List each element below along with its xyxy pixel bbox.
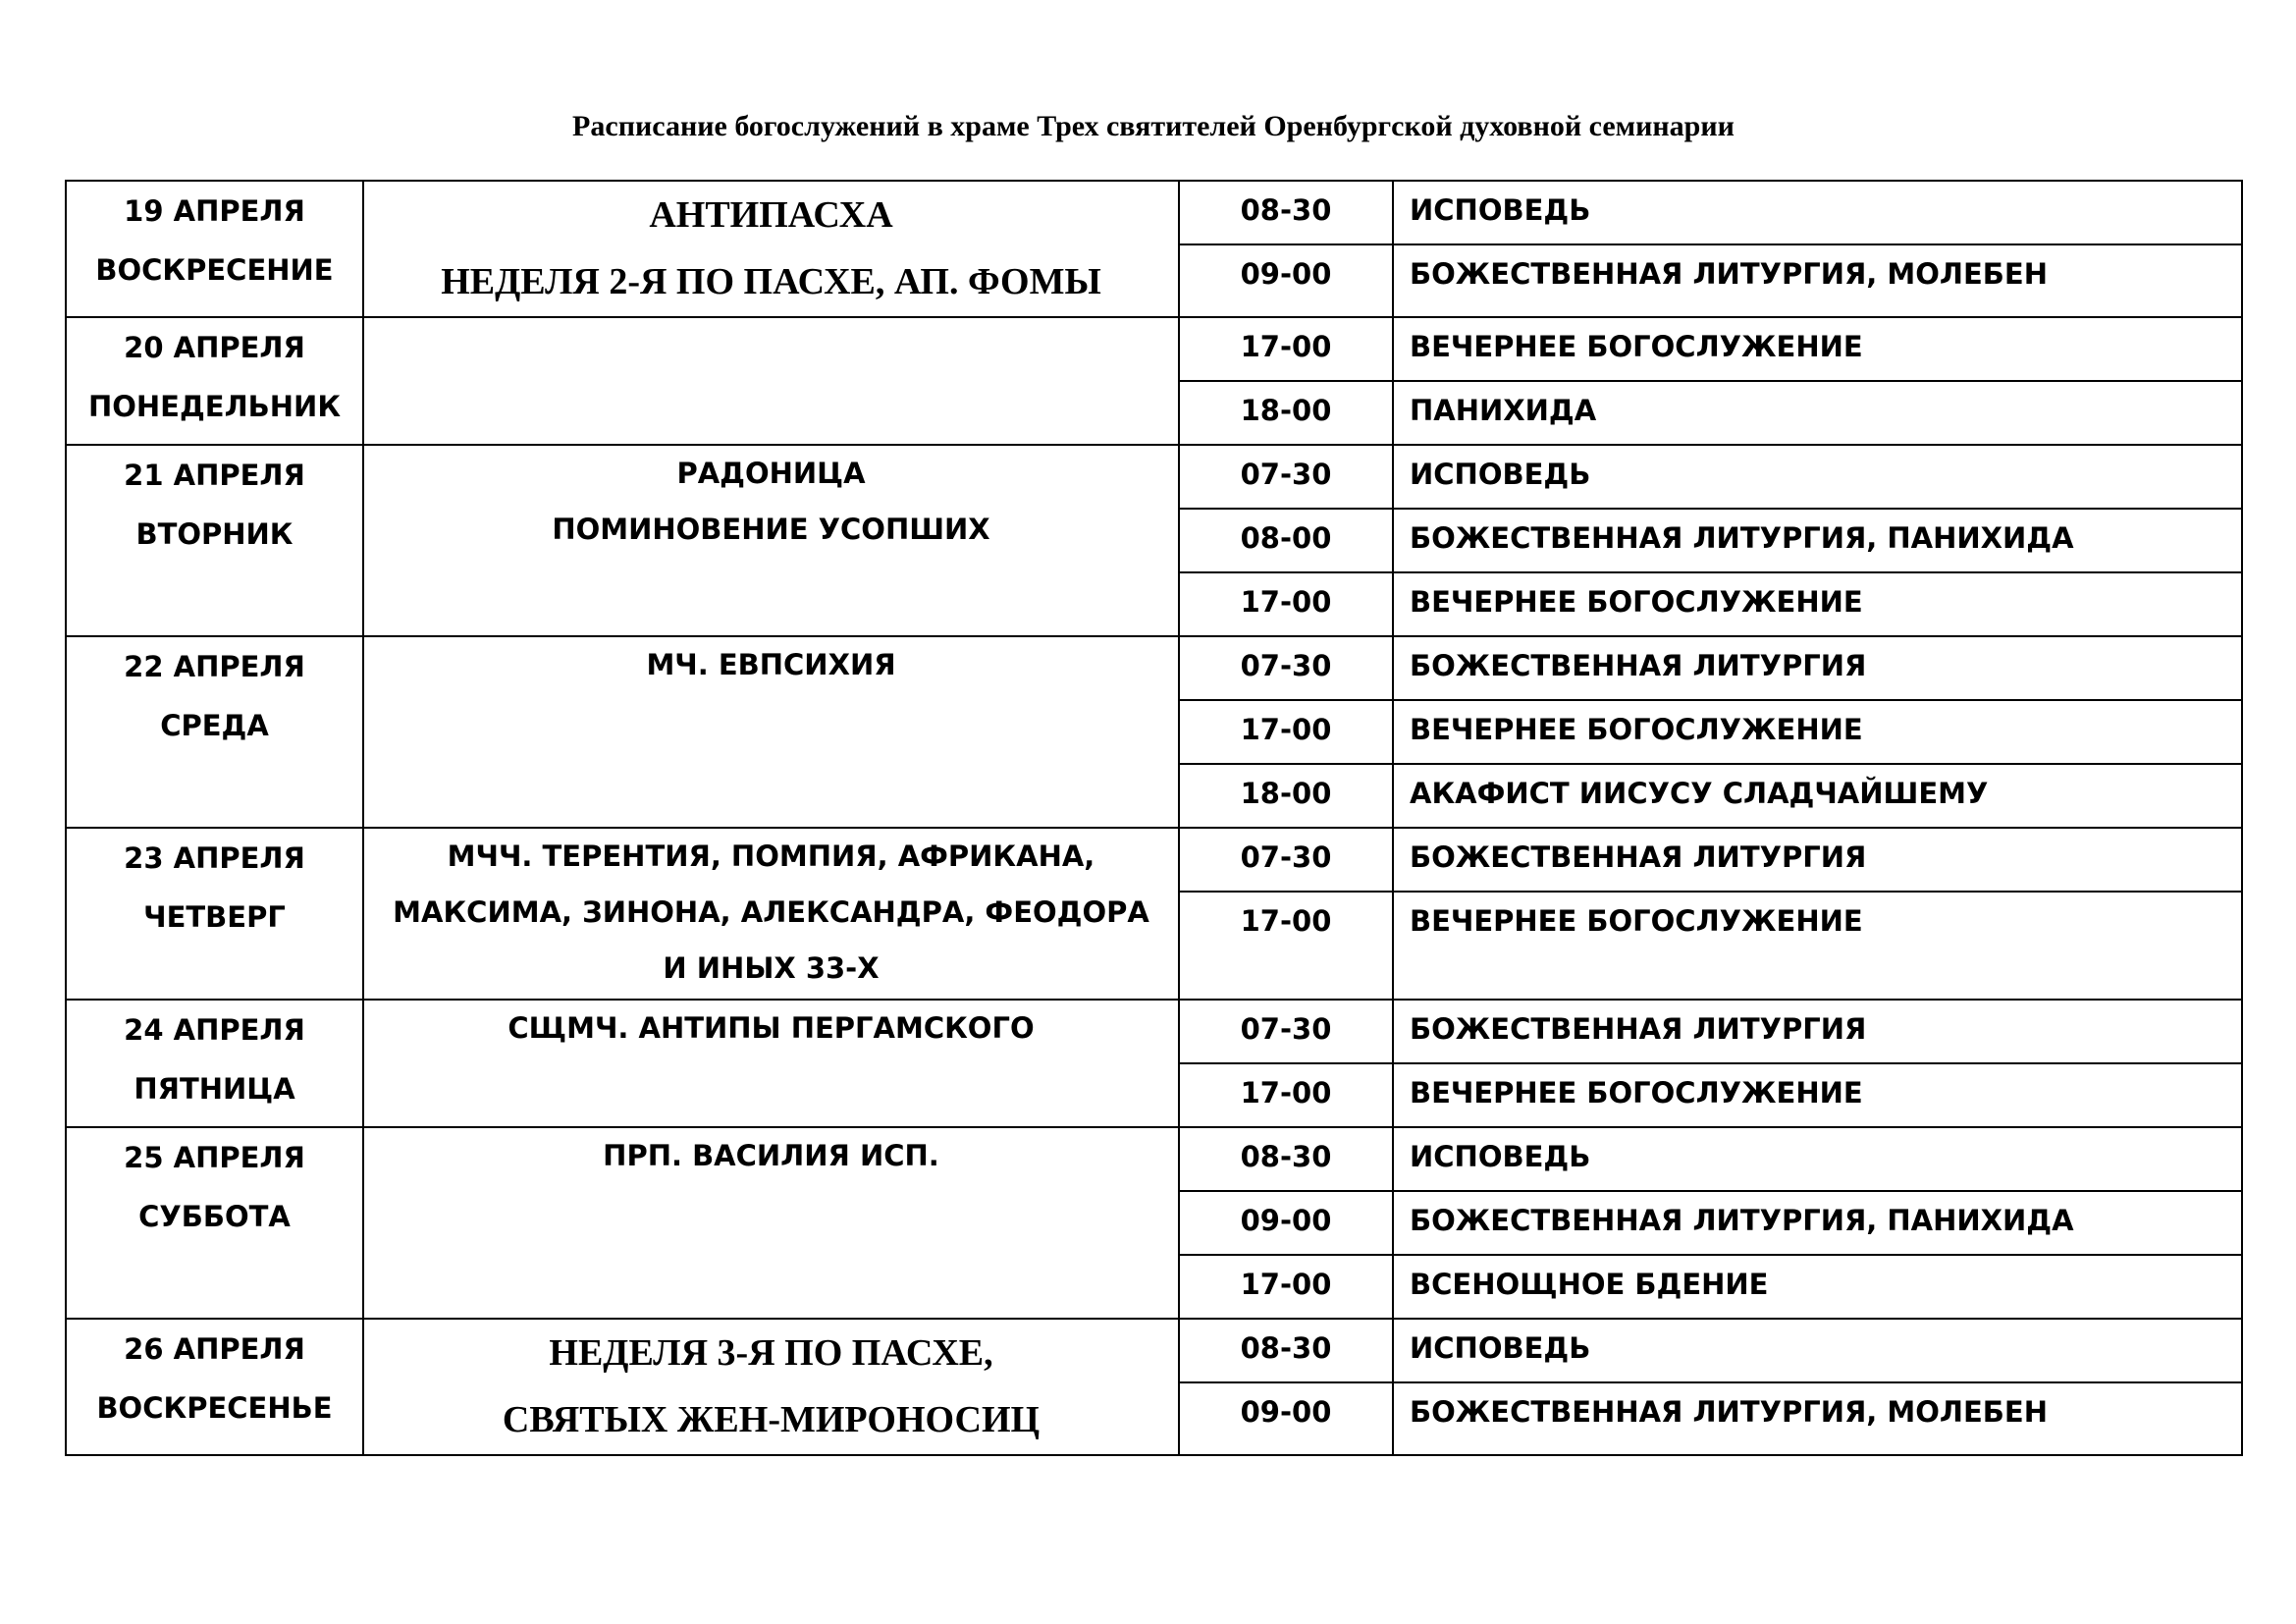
service-time: 17-00 (1179, 1255, 1393, 1319)
feast-line: СВЯТЫХ ЖЕН-МИРОНОСИЦ (502, 1399, 1041, 1440)
schedule-table (65, 180, 2243, 1456)
day-date-cell (66, 1127, 363, 1319)
day-date-cell (66, 181, 363, 317)
day-weekday: ВТОРНИК (135, 517, 294, 551)
service-time: 09-00 (1179, 1382, 1393, 1455)
day-date: 22 АПРЕЛЯ (124, 650, 305, 683)
schedule-row (66, 1319, 2242, 1382)
service-time: 08-30 (1179, 181, 1393, 244)
service-name: ИСПОВЕДЬ (1393, 1127, 2242, 1191)
service-time: 08-30 (1179, 1127, 1393, 1191)
service-name: ВЕЧЕРНЕЕ БОГОСЛУЖЕНИЕ (1393, 892, 2242, 1000)
service-name: ИСПОВЕДЬ (1393, 445, 2242, 509)
service-name: БОЖЕСТВЕННАЯ ЛИТУРГИЯ, ПАНИХИДА (1393, 1191, 2242, 1255)
day-date: 23 АПРЕЛЯ (124, 841, 305, 875)
feast-line: МЧ. ЕВПСИХИЯ (646, 648, 896, 681)
feast-line: СЩМЧ. АНТИПЫ ПЕРГАМСКОГО (507, 1011, 1035, 1045)
feast-line: МАКСИМА, ЗИНОНА, АЛЕКСАНДРА, ФЕОДОРА (393, 895, 1149, 929)
feast-line: ПРП. ВАСИЛИЯ ИСП. (603, 1139, 939, 1172)
service-name: БОЖЕСТВЕННАЯ ЛИТУРГИЯ (1393, 828, 2242, 892)
service-time: 17-00 (1179, 1063, 1393, 1127)
service-name: АКАФИСТ ИИСУСУ СЛАДЧАЙШЕМУ (1393, 764, 2242, 828)
schedule-row (66, 445, 2242, 509)
day-date-cell (66, 636, 363, 828)
day-date-cell (66, 445, 363, 636)
service-name: БОЖЕСТВЕННАЯ ЛИТУРГИЯ, ПАНИХИДА (1393, 509, 2242, 572)
service-time: 09-00 (1179, 1191, 1393, 1255)
service-time: 07-30 (1179, 1000, 1393, 1063)
feast-line: НЕДЕЛЯ 3-Я ПО ПАСХЕ, (549, 1332, 993, 1374)
service-name: ИСПОВЕДЬ (1393, 181, 2242, 244)
service-time: 08-30 (1179, 1319, 1393, 1382)
schedule-row (66, 636, 2242, 700)
day-weekday: ВОСКРЕСЕНИЕ (95, 253, 334, 287)
feast-line: АНТИПАСХА (649, 194, 893, 236)
day-date: 19 АПРЕЛЯ (124, 194, 305, 228)
service-time: 07-30 (1179, 828, 1393, 892)
service-time: 09-00 (1179, 244, 1393, 317)
service-time: 07-30 (1179, 445, 1393, 509)
service-name: ВСЕНОЩНОЕ БДЕНИЕ (1393, 1255, 2242, 1319)
service-name: БОЖЕСТВЕННАЯ ЛИТУРГИЯ (1393, 1000, 2242, 1063)
day-weekday: СУББОТА (138, 1200, 291, 1233)
feast-cell (363, 1127, 1179, 1319)
feast-cell (363, 181, 1179, 317)
schedule-row (66, 181, 2242, 244)
service-name: ВЕЧЕРНЕЕ БОГОСЛУЖЕНИЕ (1393, 1063, 2242, 1127)
day-date-cell (66, 1319, 363, 1455)
service-time: 07-30 (1179, 636, 1393, 700)
day-weekday: ПЯТНИЦА (133, 1072, 295, 1106)
service-name: ПАНИХИДА (1393, 381, 2242, 445)
schedule-row (66, 1000, 2242, 1063)
day-date-cell (66, 1000, 363, 1127)
feast-line: РАДОНИЦА (676, 457, 866, 490)
day-weekday: ПОНЕДЕЛЬНИК (87, 390, 342, 423)
day-date: 24 АПРЕЛЯ (124, 1013, 305, 1047)
day-weekday: СРЕДА (160, 709, 269, 742)
day-date: 20 АПРЕЛЯ (124, 331, 305, 364)
service-time: 17-00 (1179, 572, 1393, 636)
feast-cell (363, 317, 1179, 445)
schedule-row (66, 317, 2242, 381)
day-date-cell (66, 317, 363, 445)
service-time: 18-00 (1179, 764, 1393, 828)
schedule-body (66, 181, 2242, 1455)
feast-cell (363, 828, 1179, 1000)
day-date: 26 АПРЕЛЯ (124, 1332, 305, 1366)
day-date: 21 АПРЕЛЯ (124, 459, 305, 492)
feast-cell (363, 1319, 1179, 1455)
feast-line: МЧЧ. ТЕРЕНТИЯ, ПОМПИЯ, АФРИКАНА, (447, 839, 1095, 873)
service-name: ВЕЧЕРНЕЕ БОГОСЛУЖЕНИЕ (1393, 700, 2242, 764)
feast-cell (363, 445, 1179, 636)
service-name: ИСПОВЕДЬ (1393, 1319, 2242, 1382)
service-name: ВЕЧЕРНЕЕ БОГОСЛУЖЕНИЕ (1393, 572, 2242, 636)
service-time: 17-00 (1179, 892, 1393, 1000)
page-title: Расписание богослужений в храме Трех святителей Оренбургской духовной семинарии (572, 110, 1735, 142)
day-weekday: ВОСКРЕСЕНЬЕ (96, 1391, 333, 1425)
schedule-row (66, 1127, 2242, 1191)
feast-line: ПОМИНОВЕНИЕ УСОПШИХ (552, 513, 990, 546)
service-time: 08-00 (1179, 509, 1393, 572)
service-name: БОЖЕСТВЕННАЯ ЛИТУРГИЯ, МОЛЕБЕН (1393, 1382, 2242, 1455)
feast-line: НЕДЕЛЯ 2-Я ПО ПАСХЕ, АП. ФОМЫ (441, 261, 1101, 302)
service-time: 17-00 (1179, 700, 1393, 764)
service-name: БОЖЕСТВЕННАЯ ЛИТУРГИЯ (1393, 636, 2242, 700)
day-date: 25 АПРЕЛЯ (124, 1141, 305, 1174)
schedule-row (66, 828, 2242, 892)
feast-cell (363, 636, 1179, 828)
service-name: ВЕЧЕРНЕЕ БОГОСЛУЖЕНИЕ (1393, 317, 2242, 381)
feast-cell (363, 1000, 1179, 1127)
day-weekday: ЧЕТВЕРГ (143, 900, 286, 934)
feast-line: И ИНЫХ 33-Х (663, 951, 880, 985)
day-date-cell (66, 828, 363, 1000)
service-time: 17-00 (1179, 317, 1393, 381)
service-name: БОЖЕСТВЕННАЯ ЛИТУРГИЯ, МОЛЕБЕН (1393, 244, 2242, 317)
service-time: 18-00 (1179, 381, 1393, 445)
